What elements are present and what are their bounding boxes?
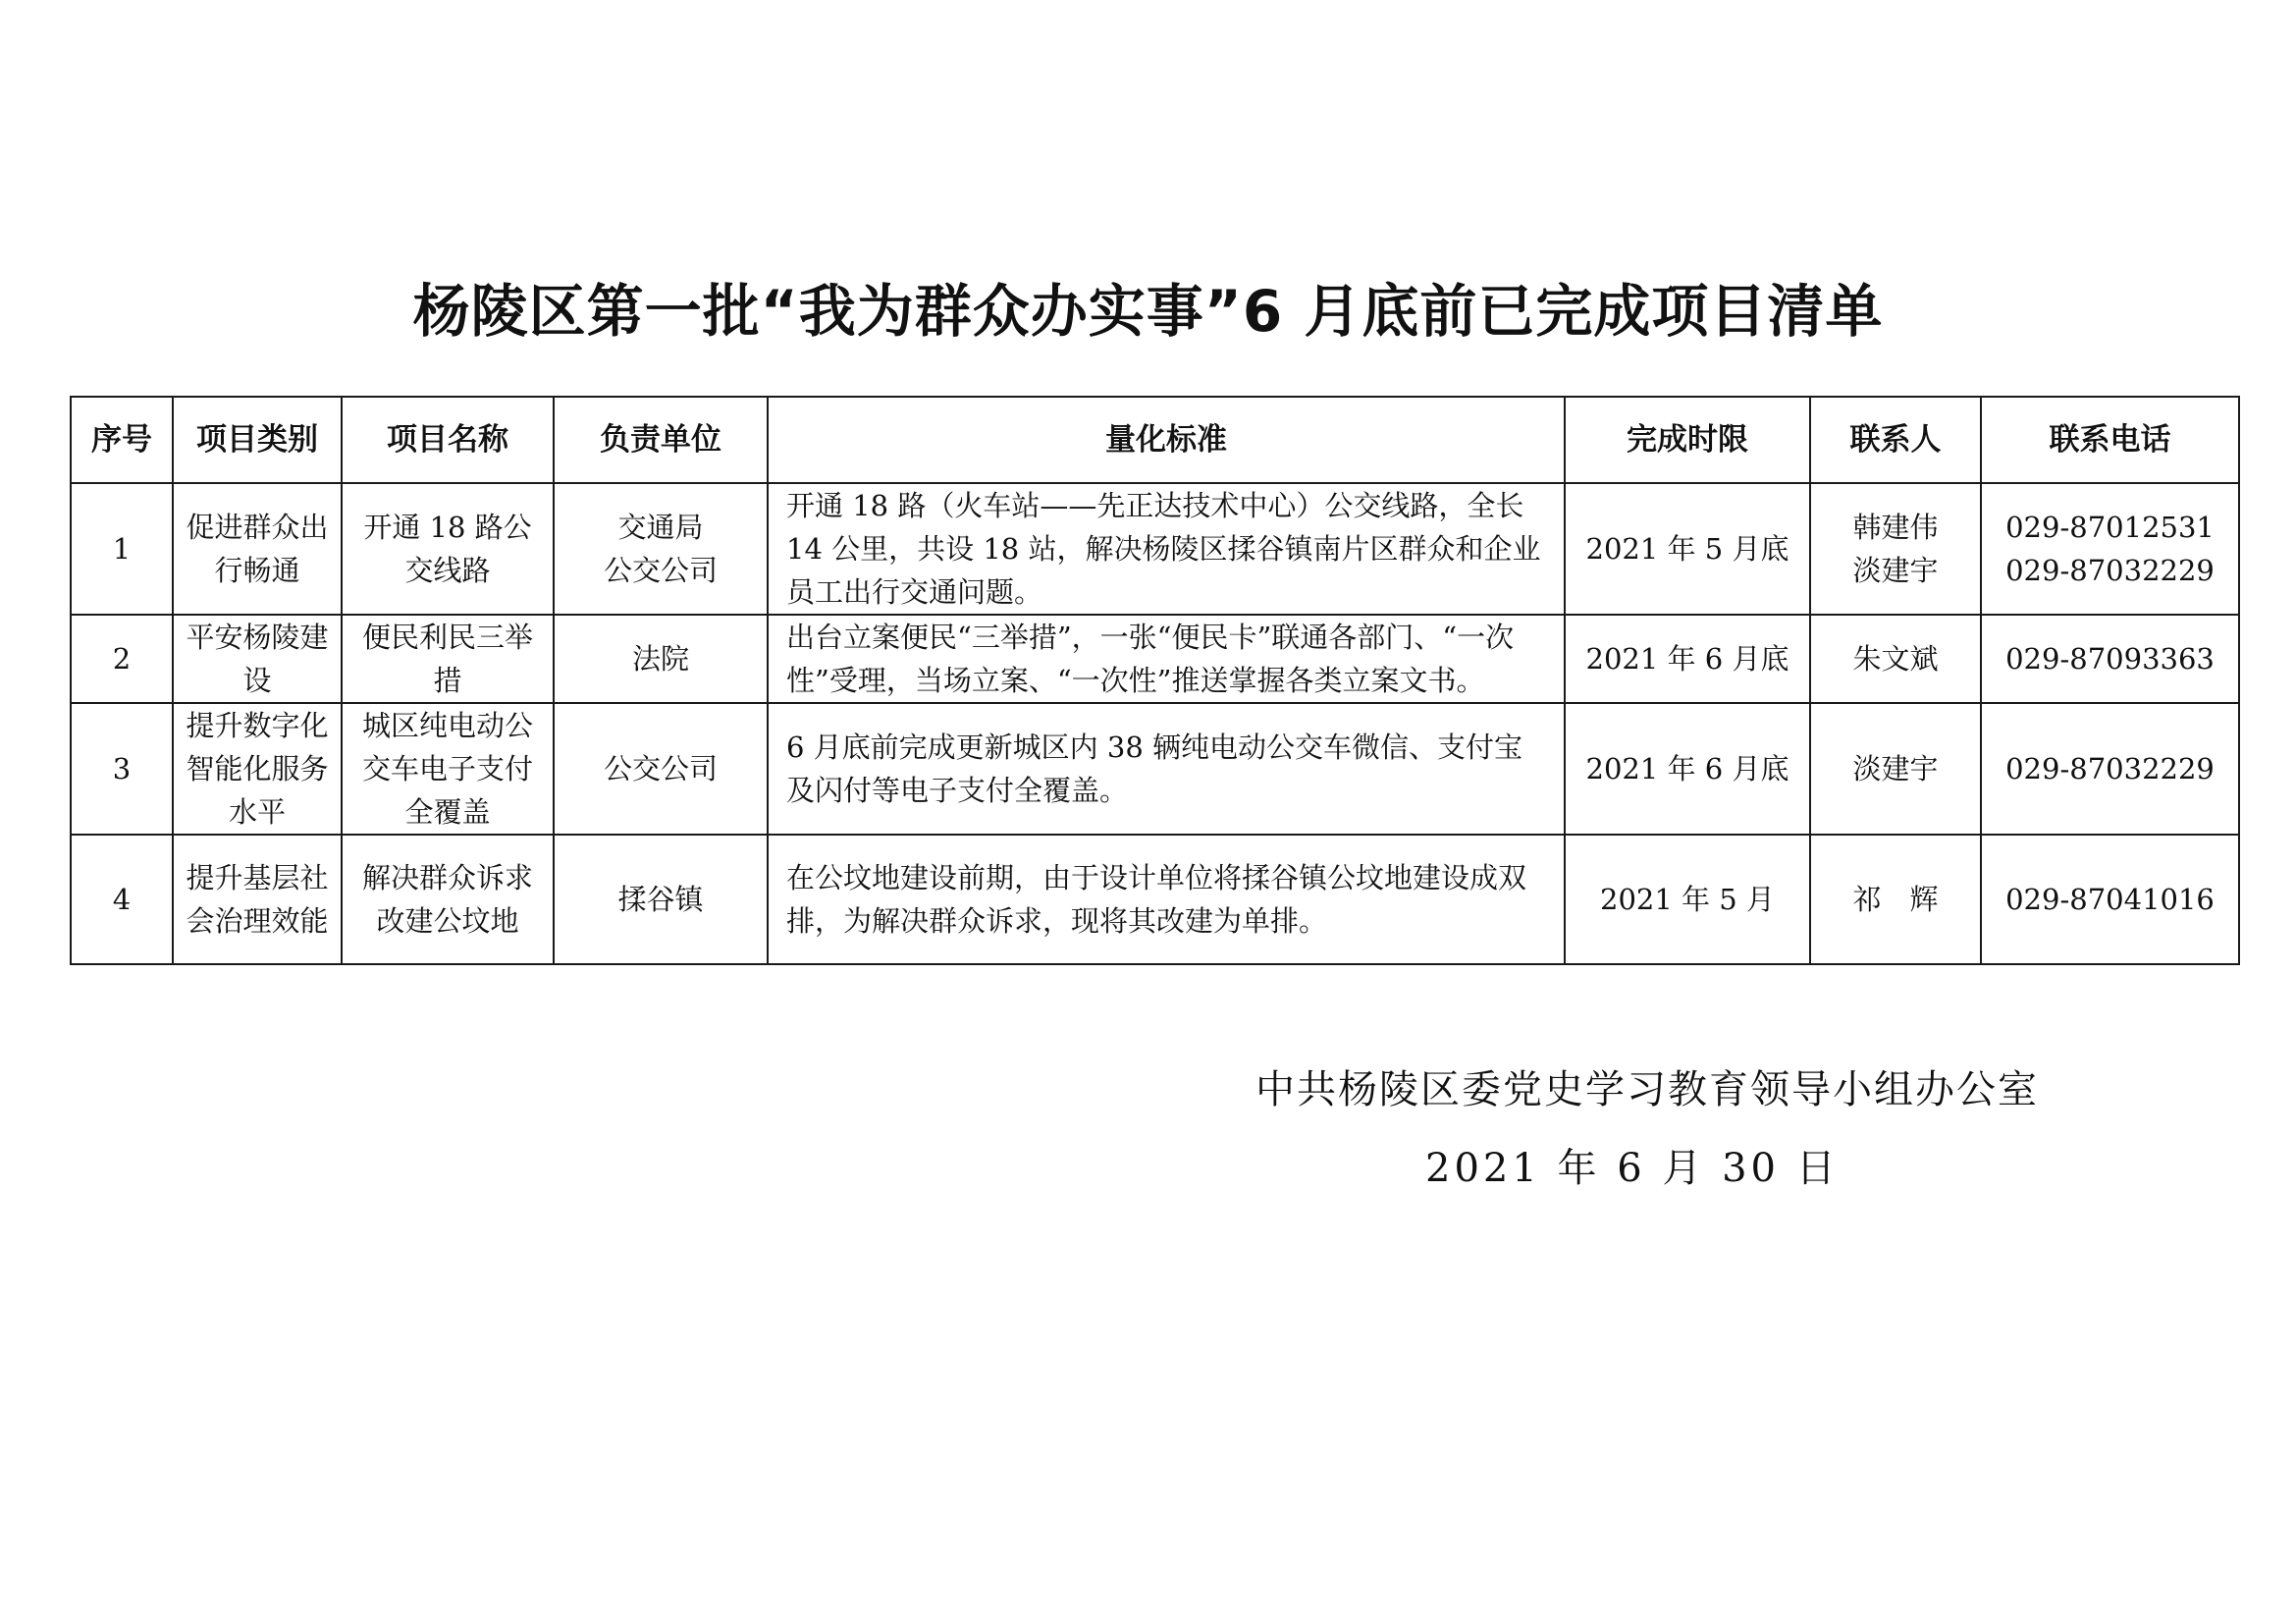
header-phone: 联系电话 bbox=[1981, 397, 2239, 483]
cell-deadline: 2021 年 5 月 bbox=[1565, 835, 1810, 964]
cell-responsible-unit: 公交公司 bbox=[554, 703, 768, 835]
cell-responsible-unit: 法院 bbox=[554, 615, 768, 703]
table-header-row bbox=[71, 397, 2239, 483]
cell-phone: 029-87041016 bbox=[1981, 835, 2239, 964]
table-row bbox=[71, 483, 2239, 615]
cell-deadline: 2021 年 6 月底 bbox=[1565, 703, 1810, 835]
cell-contact: 朱文斌 bbox=[1810, 615, 1981, 703]
table-row bbox=[71, 615, 2239, 703]
cell-project-name: 便民利民三举措 bbox=[342, 615, 554, 703]
cell-responsible-unit: 揉谷镇 bbox=[554, 835, 768, 964]
cell-project-name: 解决群众诉求改建公坟地 bbox=[342, 835, 554, 964]
unit-line: 交通局 bbox=[617, 511, 704, 544]
cell-no: 2 bbox=[71, 615, 173, 703]
header-contact: 联系人 bbox=[1810, 397, 1981, 483]
header-deadline: 完成时限 bbox=[1565, 397, 1810, 483]
header-responsible-unit: 负责单位 bbox=[554, 397, 768, 483]
phone-line: 029-87032229 bbox=[2005, 554, 2215, 587]
header-standard: 量化标准 bbox=[768, 397, 1565, 483]
cell-contact: 祁 辉 bbox=[1810, 835, 1981, 964]
cell-no: 3 bbox=[71, 703, 173, 835]
contact-line: 淡建宇 bbox=[1852, 554, 1939, 587]
cell-category: 促进群众出行畅通 bbox=[173, 483, 342, 615]
cell-category: 提升数字化智能化服务水平 bbox=[173, 703, 342, 835]
document-title: 杨陵区第一批“我为群众办实事”6 月底前已完成项目清单 bbox=[412, 278, 1884, 345]
unit-line: 公交公司 bbox=[603, 554, 718, 587]
cell-phone bbox=[1981, 483, 2239, 615]
cell-project-name: 城区纯电动公交车电子支付全覆盖 bbox=[342, 703, 554, 835]
cell-standard: 开通 18 路（火车站——先正达技术中心）公交线路，全长 14 公里，共设 18 站，解决杨陵区揉谷镇南片区群众和企业员工出行交通问题。 bbox=[768, 483, 1565, 615]
cell-contact bbox=[1810, 483, 1981, 615]
cell-deadline: 2021 年 6 月底 bbox=[1565, 615, 1810, 703]
cell-standard: 在公坟地建设前期，由于设计单位将揉谷镇公坟地建设成双排，为解决群众诉求，现将其改建为单排。 bbox=[768, 835, 1565, 964]
project-table bbox=[70, 396, 2240, 965]
cell-phone: 029-87032229 bbox=[1981, 703, 2239, 835]
cell-no: 1 bbox=[71, 483, 173, 615]
cell-phone: 029-87093363 bbox=[1981, 615, 2239, 703]
cell-deadline: 2021 年 5 月底 bbox=[1565, 483, 1810, 615]
cell-category: 提升基层社会治理效能 bbox=[173, 835, 342, 964]
cell-standard: 6 月底前完成更新城区内 38 辆纯电动公交车微信、支付宝及闪付等电子支付全覆盖。 bbox=[768, 703, 1565, 835]
header-no: 序号 bbox=[71, 397, 173, 483]
header-category: 项目类别 bbox=[173, 397, 342, 483]
cell-category: 平安杨陵建设 bbox=[173, 615, 342, 703]
issue-date: 2021 年 6 月 30 日 bbox=[1425, 1146, 1840, 1191]
contact-line: 韩建伟 bbox=[1852, 511, 1939, 544]
table-row bbox=[71, 835, 2239, 964]
cell-no: 4 bbox=[71, 835, 173, 964]
cell-project-name: 开通 18 路公交线路 bbox=[342, 483, 554, 615]
cell-standard: 出台立案便民“三举措”，一张“便民卡”联通各部门、“一次性”受理，当场立案、“一次性”推送掌握各类立案文书。 bbox=[768, 615, 1565, 703]
cell-responsible-unit bbox=[554, 483, 768, 615]
header-project-name: 项目名称 bbox=[342, 397, 554, 483]
cell-contact: 淡建宇 bbox=[1810, 703, 1981, 835]
phone-line: 029-87012531 bbox=[2005, 511, 2215, 544]
table-row bbox=[71, 703, 2239, 835]
issuer-name: 中共杨陵区委党史学习教育领导小组办公室 bbox=[1255, 1067, 2039, 1112]
